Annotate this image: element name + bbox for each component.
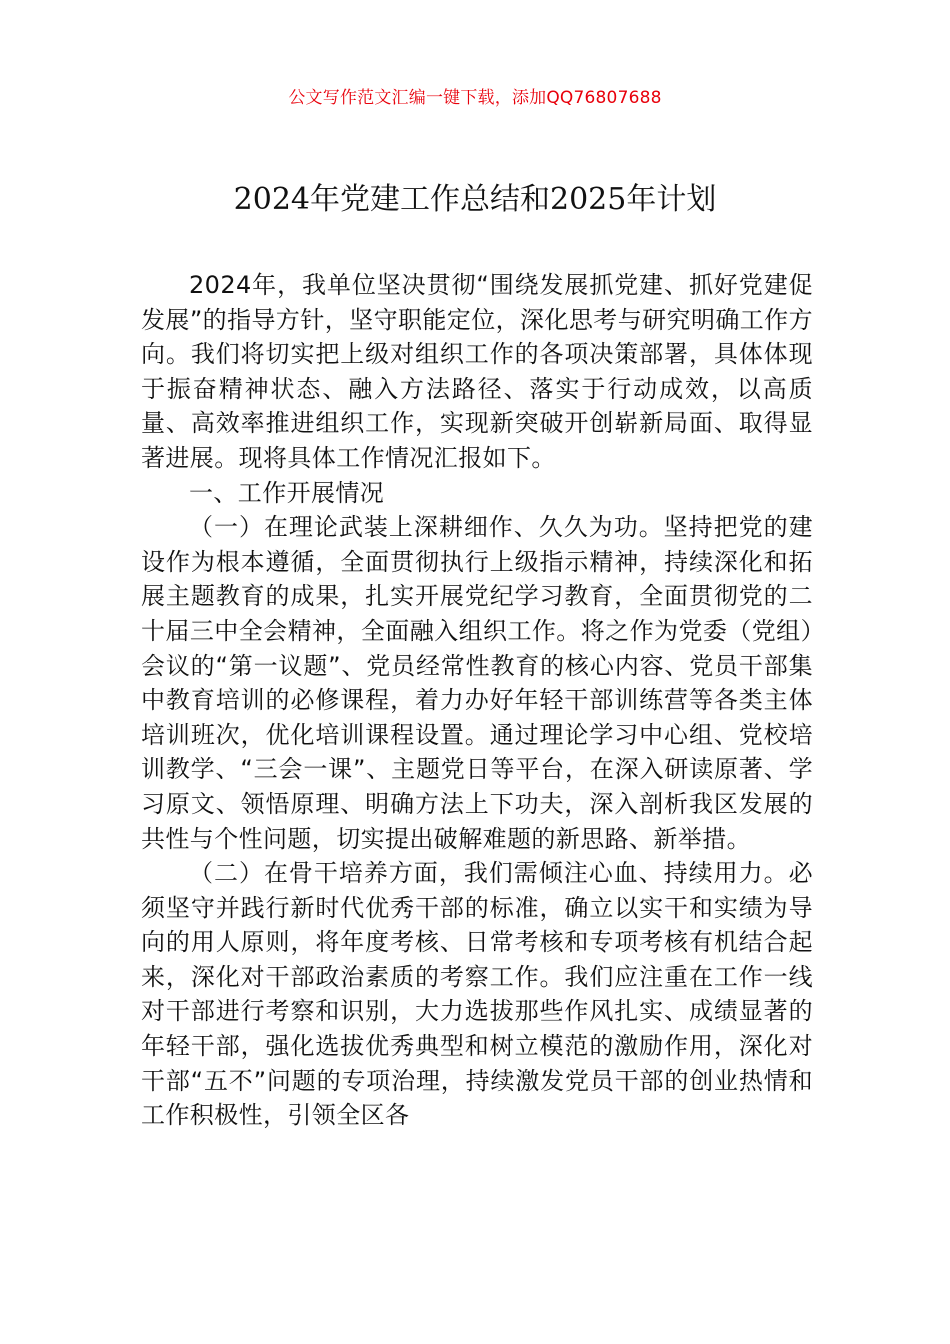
document-title: 2024年党建工作总结和2025年计划 xyxy=(233,182,717,217)
intro-paragraph: 2024年，我单位坚决贯彻“围绕发展抓党建、抓好党建促发展”的指导方针，坚守职能定位，深化思考与研究明确工作方向。我们将切实把上级对组织工作的各项决策部署，具体体现于振奋精神状态、融入方法路径、落实于行动成效，以高质量、高效率推进组织工作，实现新突破开创崭新局面、取得显著进展。现将具体工作情况汇报如下。 xyxy=(141,271,813,472)
section-heading: 一、工作开展情况 xyxy=(189,478,385,507)
theory-paragraph: （一）在理论武装上深耕细作、久久为功。坚持把党的建设作为根本遵循，全面贯彻执行上级指示精神，持续深化和拓展主题教育的成果，扎实开展党纪学习教育，全面贯彻党的二十届三中全会精神，全面融入组织工作。将之作为党委（党组）会议的“第一议题”、党员经常性教育的核心内容、党员干部集中教育培训的必修课程，着力办好年轻干部训练营等各类主体培训班次，优化培训课程设置。通过理论学习中心组、党校培训教学、“三会一课”、主题党日等平台，在深入研读原著、学习原文、领悟原理、明确方法上下功夫，深入剖析我区发展的共性与个性问题，切实提出破解难题的新思路、新举措。 xyxy=(141,513,813,853)
document-body xyxy=(141,268,813,1133)
cadre-paragraph: （二）在骨干培养方面，我们需倾注心血、持续用力。必须坚守并践行新时代优秀干部的标准，确立以实干和实绩为导向的用人原则，将年度考核、日常考核和专项考核有机结合起来，深化对干部政治素质的考察工作。我们应注重在工作一线对干部进行考察和识别，大力选拔那些作风扎实、成绩显著的年轻干部，强化选拔优秀典型和树立模范的激励作用，深化对干部“五不”问题的专项治理，持续激发党员干部的创业热情和工作积极性，引领全区各 xyxy=(141,859,813,1130)
download-promo-note: 公文写作范文汇编一键下载，添加QQ76807688 xyxy=(288,88,662,108)
